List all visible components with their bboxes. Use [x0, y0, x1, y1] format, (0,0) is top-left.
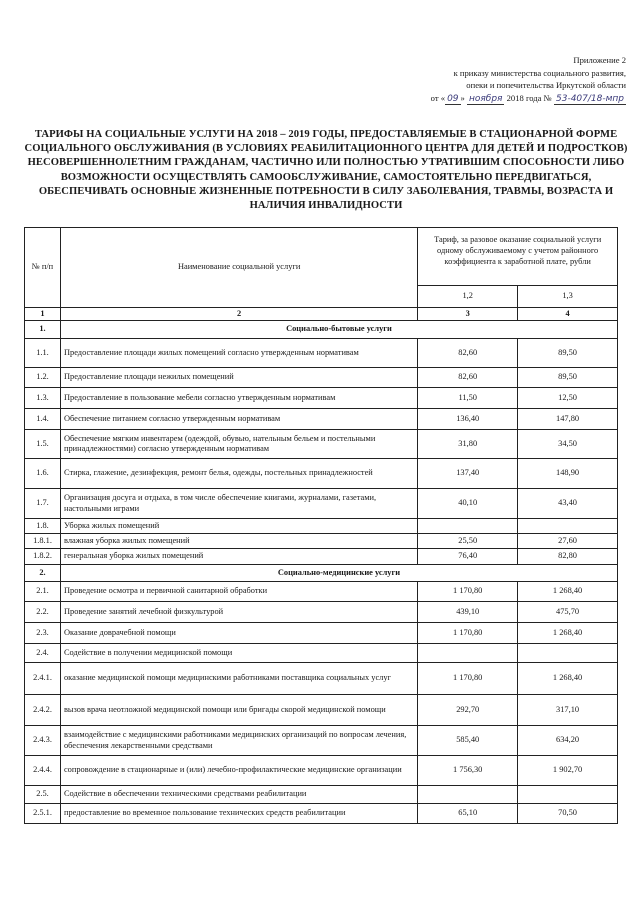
- service-number: 1.3.: [25, 388, 61, 409]
- tariff-coef-1-2: 439,10: [418, 602, 518, 623]
- service-name: Проведение осмотра и первичной санитарной обработки: [60, 582, 417, 602]
- service-name: Обеспечение питанием согласно утвержденным нормативам: [60, 409, 417, 430]
- section-number: 2.: [25, 565, 61, 582]
- tariff-coef-1-3: 89,50: [518, 368, 618, 388]
- handwritten-day: 09: [447, 93, 459, 104]
- table-row: [25, 368, 618, 388]
- table-row: [25, 459, 618, 489]
- handwritten-order-number: 53-407/18-мпр: [556, 93, 624, 104]
- table-row: [25, 756, 618, 786]
- table-header-row: [25, 228, 618, 286]
- column-index-row: [25, 308, 618, 321]
- service-number: 2.4.3.: [25, 726, 61, 756]
- service-number: 1.2.: [25, 368, 61, 388]
- service-number: 1.8.2.: [25, 549, 61, 565]
- column-header-tariff: Тариф, за разовое оказание социальной услуги одному обслуживаемому с учетом районного коэффициента к заработной плате, рубли: [418, 228, 618, 286]
- service-name: Предоставление в пользование мебели согласно утвержденным нормативам: [60, 388, 417, 409]
- service-name: Предоставление площади нежилых помещений: [60, 368, 417, 388]
- tariff-coef-1-2: 1 170,80: [418, 582, 518, 602]
- tariff-coef-1-3: 634,20: [518, 726, 618, 756]
- service-name: Содействие в обеспечении техническими средствами реабилитации: [60, 786, 417, 804]
- tariff-coef-1-3: 27,60: [518, 534, 618, 549]
- table-row: [25, 582, 618, 602]
- order-date-line: от « 09 » ноября 2018 года № 53-407/18-мпр: [430, 92, 624, 104]
- tariff-table: [24, 227, 618, 824]
- column-header-name: Наименование социальной услуги: [60, 228, 417, 308]
- order-line: к приказу министерства социального развития,: [453, 67, 626, 78]
- table-row: [25, 786, 618, 804]
- column-index: 1: [25, 308, 61, 321]
- tariff-coef-1-2: 82,60: [418, 368, 518, 388]
- service-name: Организация досуга и отдыха, в том числе обеспечение книгами, журналами, газетами, настольными играми: [60, 489, 417, 519]
- service-number: 2.2.: [25, 602, 61, 623]
- service-number: 1.7.: [25, 489, 61, 519]
- service-name: Уборка жилых помещений: [60, 519, 417, 534]
- tariff-coef-1-3: 1 268,40: [518, 623, 618, 644]
- service-number: 2.4.: [25, 644, 61, 663]
- tariff-coef-1-2: [418, 786, 518, 804]
- coefficient-1-2: 1,2: [418, 286, 518, 308]
- service-name: Стирка, глажение, дезинфекция, ремонт белья, одежды, постельных принадлежностей: [60, 459, 417, 489]
- service-name: Обеспечение мягким инвентарем (одеждой, обувью, нательным бельем и постельными принадлежностями) согласно утвержденным нормативам: [60, 430, 417, 459]
- tariff-coef-1-3: 148,90: [518, 459, 618, 489]
- service-number: 2.4.1.: [25, 663, 61, 695]
- section-number: 1.: [25, 321, 61, 339]
- tariff-coef-1-3: 43,40: [518, 489, 618, 519]
- service-name: влажная уборка жилых помещений: [60, 534, 417, 549]
- section-title: Социально-медицинские услуги: [60, 565, 617, 582]
- document-title: ТАРИФЫ НА СОЦИАЛЬНЫЕ УСЛУГИ НА 2018 – 2019 ГОДЫ, ПРЕДОСТАВЛЯЕМЫЕ В СТАЦИОНАРНОЙ ФОРМЕ СОЦИАЛЬНОГО ОБСЛУЖИВАНИЯ (В УСЛОВИЯХ РЕАБИЛИТАЦИОННОГО ЦЕНТРА ДЛЯ ДЕТЕЙ И ПОДРОСТКОВ) НЕСОВЕРШЕННОЛЕТНИМ ГРАЖДАНАМ, ЧАСТИЧНО ИЛИ ПОЛНОСТЬЮ УТРАТИВШИМ СПОСОБНОСТИ ЛИБО ВОЗМОЖНОСТИ ОСУЩЕСТВЛЯТЬ САМООБСЛУЖИВАНИЕ, САМОСТОЯТЕЛЬНО ПЕРЕДВИГАТЬСЯ, ОБЕСПЕЧИВАТЬ ОСНОВНЫЕ ЖИЗНЕННЫЕ ПОТРЕБНОСТИ В СИЛУ ЗАБОЛЕВАНИЯ, ТРАВМЫ, ВОЗРАСТА И НАЛИЧИЯ ИНВАЛИДНОСТИ: [24, 129, 628, 212]
- tariff-coef-1-2: 76,40: [418, 549, 518, 565]
- section-row: [25, 321, 618, 339]
- service-number: 2.4.4.: [25, 756, 61, 786]
- tariff-coef-1-2: 136,40: [418, 409, 518, 430]
- column-index: 2: [60, 308, 417, 321]
- tariff-coef-1-3: 317,10: [518, 695, 618, 726]
- table-row: [25, 623, 618, 644]
- tariff-coef-1-2: 1 170,80: [418, 663, 518, 695]
- tariff-coef-1-2: 65,10: [418, 804, 518, 824]
- ministry-line: опеки и попечительства Иркутской области: [466, 80, 626, 90]
- section-row: [25, 565, 618, 582]
- tariff-coef-1-2: 1 170,80: [418, 623, 518, 644]
- service-number: 2.3.: [25, 623, 61, 644]
- tariff-coef-1-2: 11,50: [418, 388, 518, 409]
- tariff-coef-1-2: [418, 519, 518, 534]
- table-row: [25, 388, 618, 409]
- service-name: сопровождение в стационарные и (или) лечебно-профилактические медицинские организации: [60, 756, 417, 786]
- service-name: Проведение занятий лечебной физкультурой: [60, 602, 417, 623]
- service-number: 2.4.2.: [25, 695, 61, 726]
- table-row: [25, 339, 618, 368]
- tariff-coef-1-2: 31,80: [418, 430, 518, 459]
- service-name: генеральная уборка жилых помещений: [60, 549, 417, 565]
- service-number: 2.1.: [25, 582, 61, 602]
- table-row: [25, 695, 618, 726]
- tariff-coef-1-2: 1 756,30: [418, 756, 518, 786]
- column-index: 3: [418, 308, 518, 321]
- section-title: Социально-бытовые услуги: [60, 321, 617, 339]
- tariff-coef-1-3: 147,80: [518, 409, 618, 430]
- table-row: [25, 430, 618, 459]
- tariff-coef-1-3: 1 268,40: [518, 582, 618, 602]
- tariff-coef-1-3: [518, 786, 618, 804]
- table-row: [25, 549, 618, 565]
- appendix-label: Приложение 2: [573, 55, 626, 65]
- service-number: 1.5.: [25, 430, 61, 459]
- table-row: [25, 534, 618, 549]
- tariff-coef-1-2: 40,10: [418, 489, 518, 519]
- service-number: 1.6.: [25, 459, 61, 489]
- tariff-coef-1-2: 585,40: [418, 726, 518, 756]
- tariff-coef-1-3: [518, 644, 618, 663]
- tariff-coef-1-3: 34,50: [518, 430, 618, 459]
- service-number: 1.8.: [25, 519, 61, 534]
- table-row: [25, 726, 618, 756]
- service-number: 2.5.1.: [25, 804, 61, 824]
- coefficient-1-3: 1,3: [518, 286, 618, 308]
- service-number: 1.4.: [25, 409, 61, 430]
- table-row: [25, 519, 618, 534]
- table-row: [25, 409, 618, 430]
- tariff-coef-1-3: 475,70: [518, 602, 618, 623]
- year-text: 2018 года №: [506, 92, 552, 103]
- service-name: оказание медицинской помощи медицинскими работниками поставщика социальных услуг: [60, 663, 417, 695]
- service-number: 2.5.: [25, 786, 61, 804]
- service-name: вызов врача неотложной медицинской помощи или бригады скорой медицинской помощи: [60, 695, 417, 726]
- tariff-coef-1-2: 25,50: [418, 534, 518, 549]
- tariff-coef-1-2: 137,40: [418, 459, 518, 489]
- tariff-coef-1-3: 89,50: [518, 339, 618, 368]
- tariff-coef-1-2: 292,70: [418, 695, 518, 726]
- tariff-coef-1-2: [418, 644, 518, 663]
- tariff-coef-1-3: 1 268,40: [518, 663, 618, 695]
- handwritten-month: ноября: [468, 93, 503, 104]
- order-reference: [326, 54, 626, 105]
- table-row: [25, 663, 618, 695]
- tariff-coef-1-3: 1 902,70: [518, 756, 618, 786]
- service-name: Оказание доврачебной помощи: [60, 623, 417, 644]
- table-row: [25, 804, 618, 824]
- service-name: Содействие в получении медицинской помощи: [60, 644, 417, 663]
- service-number: 1.8.1.: [25, 534, 61, 549]
- column-header-number: № п/п: [25, 228, 61, 308]
- table-row: [25, 602, 618, 623]
- tariff-coef-1-3: 82,80: [518, 549, 618, 565]
- tariff-coef-1-2: 82,60: [418, 339, 518, 368]
- tariff-coef-1-3: 12,50: [518, 388, 618, 409]
- service-name: взаимодействие с медицинскими работниками медицинских организаций по вопросам лечения, обеспечения лекарственными средствами: [60, 726, 417, 756]
- service-name: Предоставление площади жилых помещений согласно утвержденным нормативам: [60, 339, 417, 368]
- column-index: 4: [518, 308, 618, 321]
- table-row: [25, 489, 618, 519]
- table-row: [25, 644, 618, 663]
- service-number: 1.1.: [25, 339, 61, 368]
- tariff-coef-1-3: 70,50: [518, 804, 618, 824]
- tariff-coef-1-3: [518, 519, 618, 534]
- service-name: предоставление во временное пользование технических средств реабилитации: [60, 804, 417, 824]
